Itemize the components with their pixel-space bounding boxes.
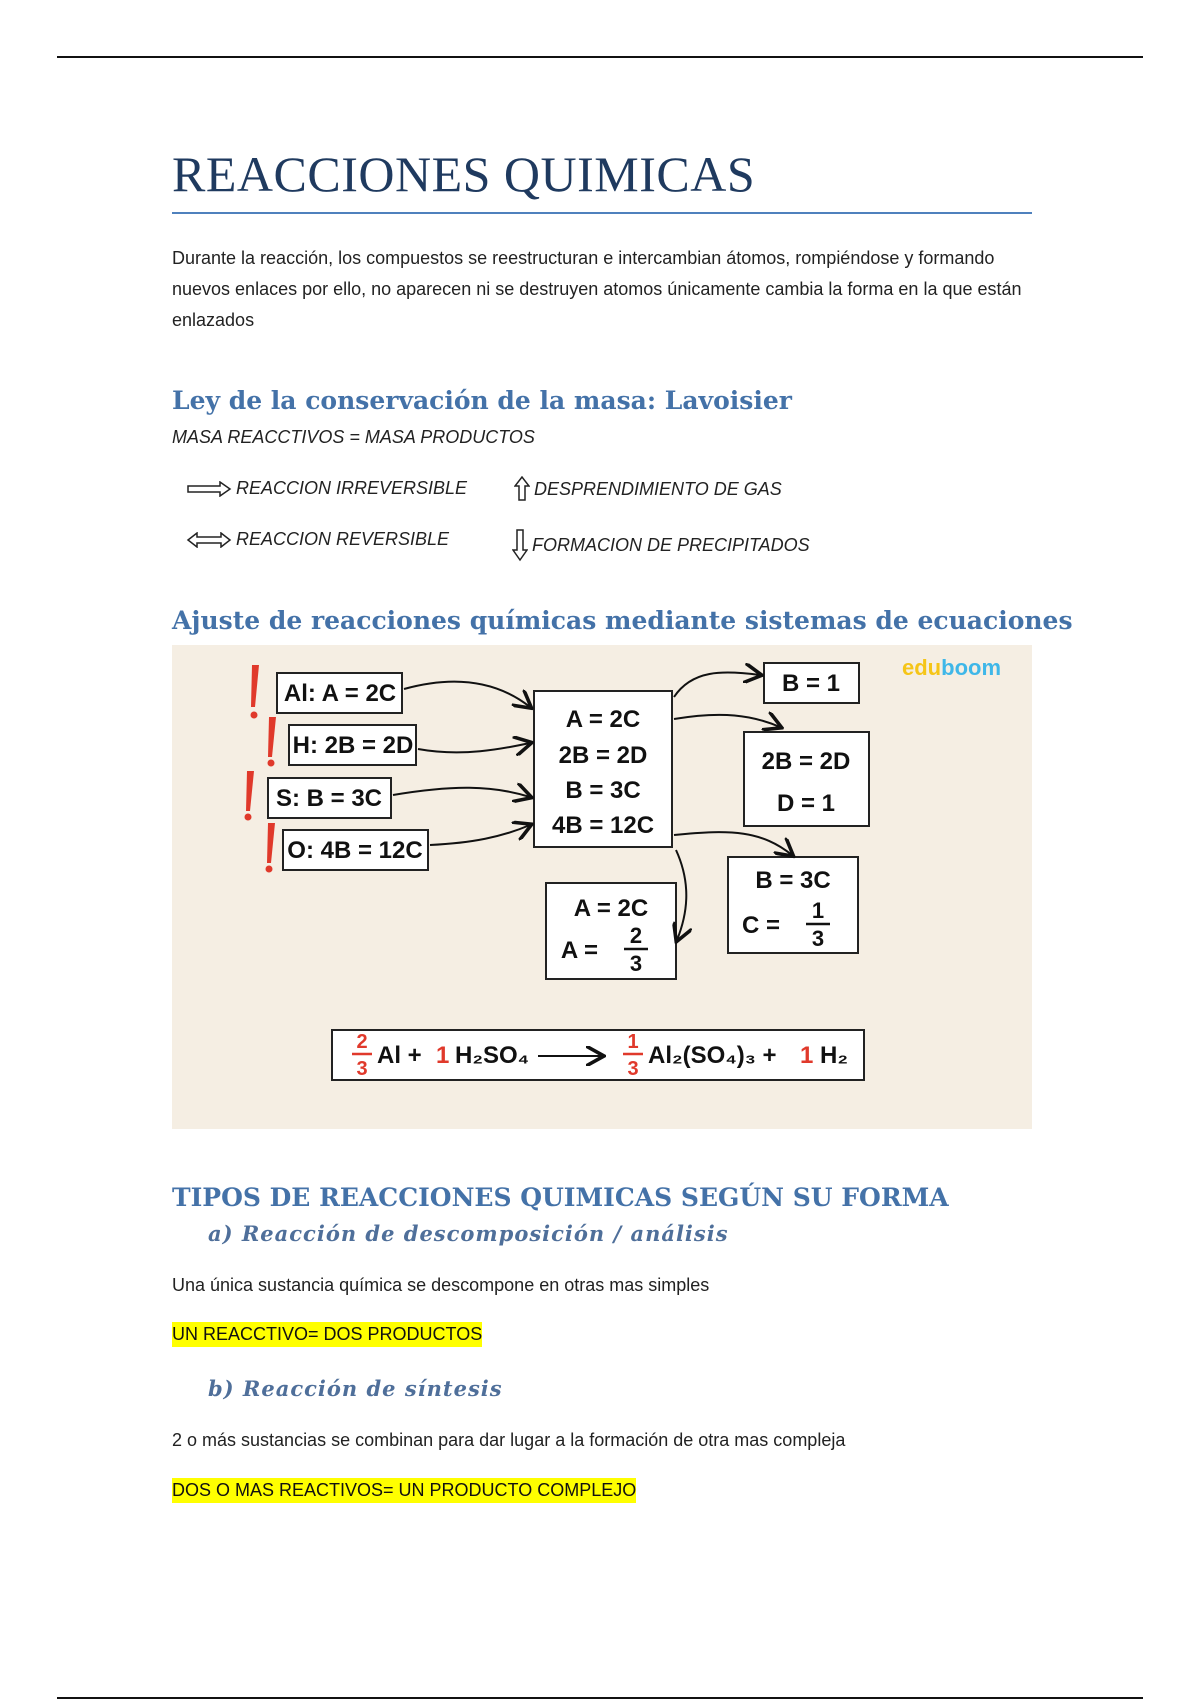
final-c3-den: 3 bbox=[627, 1058, 639, 1080]
final-c4: 1 bbox=[800, 1042, 814, 1069]
legend-gas bbox=[514, 476, 782, 502]
bottom-rule bbox=[57, 1697, 1143, 1699]
bc-num: 1 bbox=[811, 898, 825, 923]
bd-line-1: 2B = 2D bbox=[761, 748, 851, 775]
final-c1-den: 3 bbox=[356, 1058, 368, 1080]
eq-s: S: B = 3C bbox=[275, 785, 383, 812]
legend-precipitate bbox=[512, 528, 810, 562]
sys-line-3: B = 3C bbox=[565, 777, 641, 804]
final-c3-num: 1 bbox=[627, 1031, 639, 1053]
right-arrow-icon bbox=[186, 481, 232, 497]
type-a-desc: Una única sustancia química se descompone en otras mas simples bbox=[172, 1275, 710, 1295]
legend-reversible bbox=[186, 529, 449, 550]
type-b-title: b) Reacción de síntesis bbox=[208, 1376, 503, 1401]
top-rule bbox=[57, 56, 1143, 58]
up-arrow-icon bbox=[514, 476, 530, 502]
legend-irreversible-label: REACCION IRREVERSIBLE bbox=[236, 478, 468, 498]
lavoisier-heading: Ley de la conservación de la masa: Lavoisier bbox=[172, 386, 792, 415]
a-line-1: A = 2C bbox=[573, 895, 649, 922]
mass-formula: MASA REACCTIVOS = MASA PRODUCTOS bbox=[172, 427, 535, 447]
final-c2: 1 bbox=[436, 1042, 450, 1069]
final-al2so43: Al₂(SO₄)₃ + bbox=[648, 1042, 777, 1069]
bc-line-1: B = 3C bbox=[755, 867, 831, 894]
sys-line-4: 4B = 12C bbox=[551, 812, 655, 839]
final-c1-num: 2 bbox=[356, 1031, 368, 1053]
bc-c-label: C = bbox=[741, 912, 780, 939]
bc-den: 3 bbox=[811, 926, 825, 951]
page-title: REACCIONES QUIMICAS bbox=[172, 146, 756, 202]
a-a-label: A = bbox=[560, 937, 598, 964]
exclamation-icons bbox=[245, 665, 277, 873]
legend-gas-label: DESPRENDIMIENTO DE GAS bbox=[534, 478, 782, 499]
final-h2so4: H₂SO₄ bbox=[455, 1042, 530, 1069]
legend-reversible-label: REACCION REVERSIBLE bbox=[236, 529, 450, 549]
types-heading: TIPOS DE REACCIONES QUIMICAS SEGÚN SU FORMA bbox=[172, 1183, 949, 1212]
balancing-diagram bbox=[172, 645, 1032, 1129]
intro-paragraph: Durante la reacción, los compuestos se reestructuran e intercambian átomos, rompiéndose y formando nuevos enlaces por ello, no aparecen ni se destruyen atomos únicamente cambia la forma en la que están enlazados bbox=[172, 248, 1022, 330]
bd-line-2: D = 1 bbox=[776, 790, 836, 817]
double-arrow-icon bbox=[186, 532, 232, 548]
legend-precipitate-label: FORMACION DE PRECIPITADOS bbox=[532, 534, 810, 555]
a-num: 2 bbox=[629, 923, 643, 948]
eq-o: O: 4B = 12C bbox=[287, 837, 423, 864]
title-underline bbox=[172, 212, 1032, 214]
eduboom-logo: eduboom bbox=[902, 655, 1002, 680]
adjust-heading: Ajuste de reacciones químicas mediante sistemas de ecuaciones bbox=[172, 606, 1073, 635]
a-den: 3 bbox=[629, 951, 643, 976]
sys-line-2: 2B = 2D bbox=[558, 742, 648, 769]
eq-al: Al: A = 2C bbox=[283, 680, 397, 707]
final-h2: H₂ bbox=[820, 1042, 848, 1069]
legend-irreversible bbox=[186, 478, 467, 499]
down-arrow-icon bbox=[512, 528, 528, 562]
type-a-title: a) Reacción de descomposición / análisis bbox=[208, 1221, 729, 1246]
b1-text: B = 1 bbox=[781, 670, 841, 697]
balancing-diagram-svg bbox=[172, 645, 1032, 1129]
sys-line-1: A = 2C bbox=[565, 706, 641, 733]
type-a-rule: UN REACCTIVO= DOS PRODUCTOS bbox=[172, 1322, 482, 1347]
eq-h: H: 2B = 2D bbox=[292, 732, 414, 759]
type-b-rule: DOS O MAS REACTIVOS= UN PRODUCTO COMPLEJO bbox=[172, 1478, 636, 1503]
type-b-desc: 2 o más sustancias se combinan para dar lugar a la formación de otra mas compleja bbox=[172, 1430, 846, 1450]
final-al: Al + bbox=[377, 1042, 422, 1069]
